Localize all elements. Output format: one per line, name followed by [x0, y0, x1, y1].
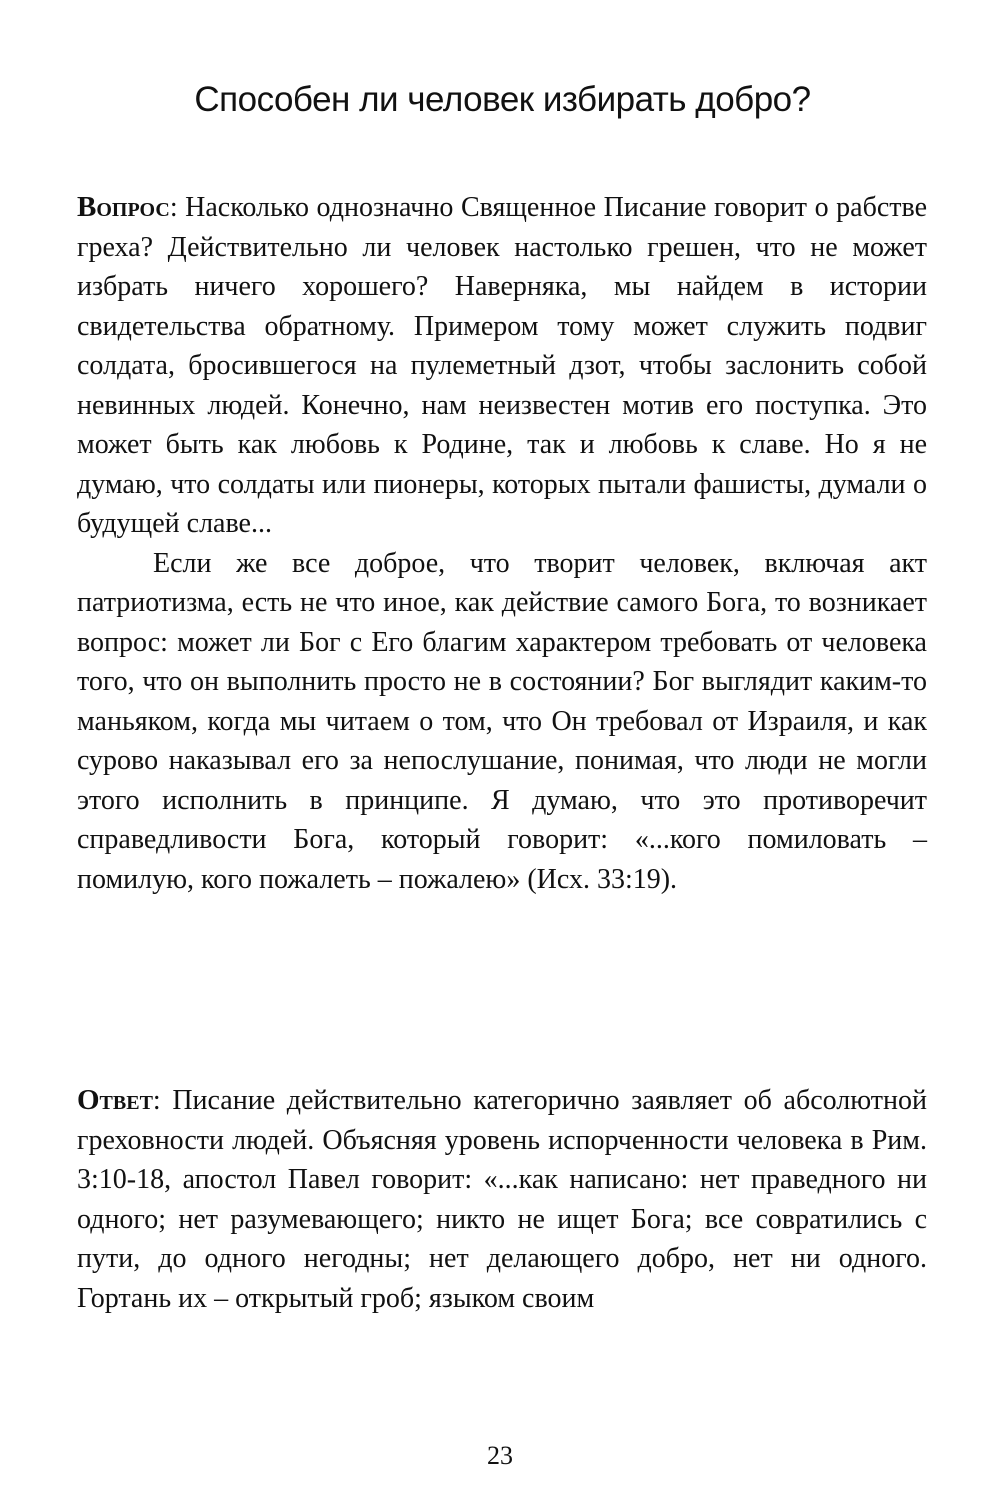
question-label: Вопрос [77, 191, 170, 223]
question-paragraph-2: Если же все доброе, что творит человек, включая акт патриотизма, есть не что иное, как действие самого Бога, то возникает вопрос: может ли Бог с Его благим характером требовать от человека того, что он выполнить просто не в состоянии? Бог выглядит каким-то маньяком, когда мы читаем о том, что Он требовал от Израиля, и как сурово наказывал его за непослушание, понимая, что люди не могли этого исполнить в принципе. Я думаю, что это противоречит справедливости Бога, который говорит: «...кого помиловать – помилую, кого пожалеть – пожалею» (Исх. 33:19). [77, 547, 927, 895]
answer-text-1: : Писание действительно категорично заявляет об абсолютной греховности людей. Объясняя уровень испорченности человека в Рим. 3:10-18, апостол Павел говорит: «...как написано: нет праведного ни одного; нет разумевающего; никто не ищет Бога; все совратились с пути, до одного негодны; нет делающего добро, нет ни одного. Гортань их – открытый гроб; языком своим [77, 1085, 927, 1314]
question-section [77, 188, 927, 899]
chapter-title: Способен ли человек избирать добро? [194, 80, 811, 119]
answer-label: Ответ [77, 1084, 153, 1116]
question-paragraph-1 [77, 188, 927, 544]
question-text-1: : Насколько однозначно Священное Писание говорит о рабстве греха? Действительно ли человек настолько грешен, что не может избрать ничего хорошего? Наверняка, мы найдем в истории свидетельства обратному. Примером тому может служить подвиг солдата, бросившегося на пулеметный дзот, чтобы заслонить собой невинных людей. Конечно, нам неизвестен мотив его поступка. Это может быть как любовь к Родине, так и любовь к славе. Но я не думаю, что солдаты или пионеры, которых пытали фашисты, думали о будущей славе... [77, 192, 927, 539]
answer-section [77, 1081, 927, 1318]
page-number: 23 [487, 1441, 513, 1470]
answer-paragraph-1 [77, 1081, 927, 1318]
